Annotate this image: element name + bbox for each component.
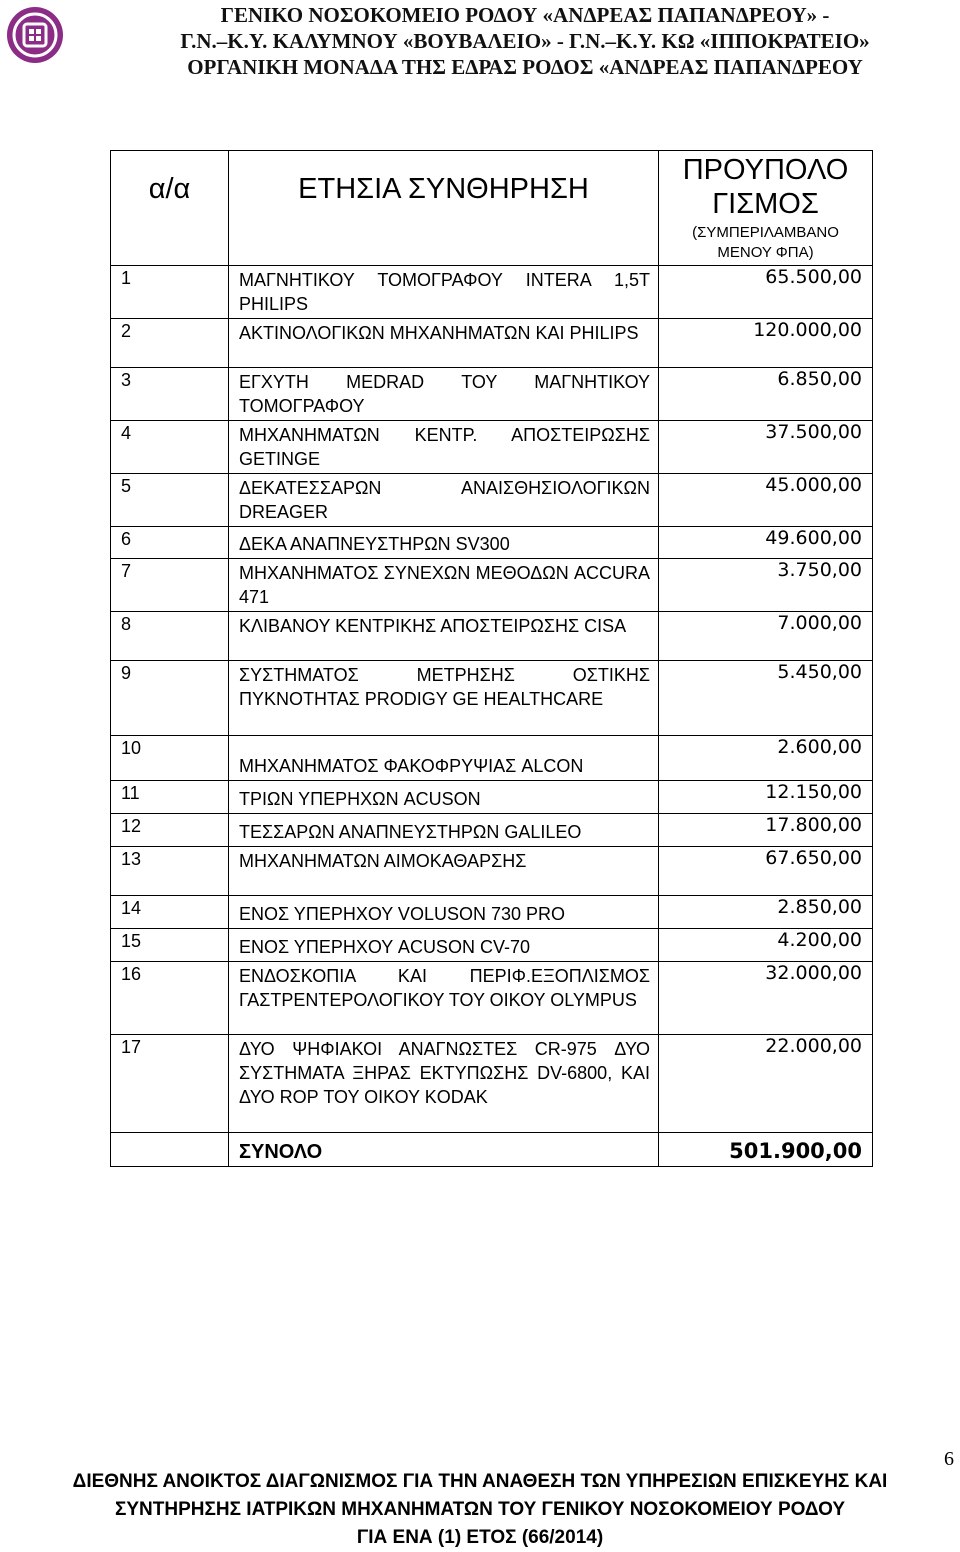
row-number: 15 [111,929,229,962]
row-value: 22.000,00 [659,1035,873,1133]
header-line-2: Γ.Ν.–Κ.Υ. ΚΑΛΥΜΝΟΥ «ΒΟΥΒΑΛΕΙΟ» - Γ.Ν.–Κ.Υ. ΚΩ «ΙΠΠΟΚΡΑΤΕΙΟ» [180,29,870,53]
row-value: 3.750,00 [659,559,873,612]
cost-header-note: (ΣΥΜΠΕΡΙΛΑΜΒΑΝΟ ΜΕΝΟΥ ΦΠΑ) [692,224,839,261]
table-row [111,319,873,368]
column-header-cost [659,151,873,266]
table-row [111,814,873,847]
row-description: ΕΓΧΥΤΗ MEDRAD ΤΟΥ ΜΑΓΝΗΤΙΚΟΥ ΤΟΜΟΓΡΑΦΟΥ [229,368,659,421]
row-value: 65.500,00 [659,266,873,319]
table-row [111,781,873,814]
row-description: ΕΝΟΣ ΥΠΕΡΗΧΟΥ ACUSON CV-70 [229,929,659,962]
row-number: 17 [111,1035,229,1133]
row-number: 9 [111,661,229,736]
row-description: ΤΕΣΣΑΡΩΝ ΑΝΑΠΝΕΥΣΤΗΡΩΝ GALILEO [229,814,659,847]
row-number: 12 [111,814,229,847]
row-number: 13 [111,847,229,896]
table-row [111,421,873,474]
row-number: 6 [111,527,229,559]
row-number: 2 [111,319,229,368]
footer-line-2: ΣΥΝΤΗΡΗΣΗΣ ΙΑΤΡΙΚΩΝ ΜΗΧΑΝΗΜΑΤΩΝ ΤΟΥ ΓΕΝΙΚΟΥ ΝΟΣΟΚΟΜΕΙΟΥ ΡΟΔΟΥ [114,1499,845,1520]
row-number: 4 [111,421,229,474]
table-row [111,736,873,781]
row-description: ΕΝΔΟΣΚΟΠΙΑ ΚΑΙ ΠΕΡΙΦ.ΕΞΟΠΛΙΣΜΟΣ ΓΑΣΤΡΕΝΤΕΡΟΛΟΓΙΚΟΥ ΤΟΥ ΟΙΚΟΥ OLYMPUS [229,962,659,1035]
row-description: ΜΗΧΑΝΗΜΑΤΟΣ ΣΥΝΕΧΩΝ ΜΕΘΟΔΩΝ ACCURA 471 [229,559,659,612]
row-description: ΕΝΟΣ ΥΠΕΡΗΧΟΥ VOLUSON 730 PRO [229,896,659,929]
row-description: ΑΚΤΙΝΟΛΟΓΙΚΩΝ ΜΗΧΑΝΗΜΑΤΩΝ ΚΑΙ PHILIPS [229,319,659,368]
row-description: ΜΗΧΑΝΗΜΑΤΟΣ ΦΑΚΟΦΡΥΨΙΑΣ ALCON [229,736,659,781]
table-row [111,368,873,421]
row-description: ΔΕΚΑΤΕΣΣΑΡΩΝ ΑΝΑΙΣΘΗΣΙΟΛΟΓΙΚΩΝ DREAGER [229,474,659,527]
table-row [111,929,873,962]
table-row [111,266,873,319]
footer-line-3: ΓΙΑ ΕΝΑ (1) ΕΤΟΣ (66/2014) [356,1527,604,1548]
table-row [111,612,873,661]
row-value: 6.850,00 [659,368,873,421]
row-number: 3 [111,368,229,421]
row-description: ΜΗΧΑΝΗΜΑΤΩΝ ΑΙΜΟΚΑΘΑΡΣΗΣ [229,847,659,896]
document-footer [0,1468,960,1552]
row-value: 120.000,00 [659,319,873,368]
hospital-logo-icon [5,5,65,65]
row-number: 10 [111,736,229,781]
row-value: 67.650,00 [659,847,873,896]
row-value: 12.150,00 [659,781,873,814]
row-number: 11 [111,781,229,814]
footer-line-1: ΔΙΕΘΝΗΣ ΑΝΟΙΚΤΟΣ ΔΙΑΓΩΝΙΣΜΟΣ ΓΙΑ ΤΗΝ ΑΝΑΘΕΣΗ ΤΩΝ ΥΠΗΡΕΣΙΩΝ ΕΠΙΣΚΕΥΗΣ ΚΑΙ [72,1471,888,1492]
row-value: 7.000,00 [659,612,873,661]
row-value: 17.800,00 [659,814,873,847]
row-value: 37.500,00 [659,421,873,474]
table-row [111,527,873,559]
table-row [111,962,873,1035]
row-value: 4.200,00 [659,929,873,962]
row-description: ΣΥΣΤΗΜΑΤΟΣ ΜΕΤΡΗΣΗΣ ΟΣΤΙΚΗΣ ΠΥΚΝΟΤΗΤΑΣ PRODIGY GE HEALTHCARE [229,661,659,736]
maintenance-cost-table [110,150,873,1167]
table-row [111,1035,873,1133]
row-value: 5.450,00 [659,661,873,736]
document-header [100,2,950,80]
row-number: 8 [111,612,229,661]
column-header-aa: α/α [111,151,229,266]
table-total-row [111,1133,873,1167]
table-row [111,559,873,612]
row-description: ΤΡΙΩΝ ΥΠΕΡΗΧΩΝ ACUSON [229,781,659,814]
row-value: 32.000,00 [659,962,873,1035]
row-number: 16 [111,962,229,1035]
total-value: 501.900,00 [659,1133,873,1167]
table-row [111,661,873,736]
row-value: 2.850,00 [659,896,873,929]
table-header-row [111,151,873,266]
table-row [111,896,873,929]
row-number: 14 [111,896,229,929]
row-number: 5 [111,474,229,527]
table-row [111,474,873,527]
row-description: ΜΑΓΝΗΤΙΚΟΥ ΤΟΜΟΓΡΑΦΟΥ INTERA 1,5T PHILIPS [229,266,659,319]
total-label: ΣΥΝΟΛΟ [229,1133,659,1167]
row-value: 49.600,00 [659,527,873,559]
cost-header-label: ΠΡΟΥΠΟΛΟ ΓΙΣΜΟΣ [682,154,849,220]
row-value: 45.000,00 [659,474,873,527]
row-value: 2.600,00 [659,736,873,781]
row-description: ΔΕΚΑ ΑΝΑΠΝΕΥΣΤΗΡΩΝ SV300 [229,527,659,559]
header-line-3: ΟΡΓΑΝΙΚΗ ΜΟΝΑΔΑ ΤΗΣ ΕΔΡΑΣ ΡΟΔΟΣ «ΑΝΔΡΕΑΣ ΠΑΠΑΝΔΡΕΟΥ [187,55,863,79]
row-description: ΜΗΧΑΝΗΜΑΤΩΝ ΚΕΝΤΡ. ΑΠΟΣΤΕΙΡΩΣΗΣ GETINGE [229,421,659,474]
total-empty-cell [111,1133,229,1167]
header-line-1: ΓΕΝΙΚΟ ΝΟΣΟΚΟΜΕΙΟ ΡΟΔΟΥ «ΑΝΔΡΕΑΣ ΠΑΠΑΝΔΡΕΟΥ» - [220,3,830,27]
row-description: ΚΛΙΒΑΝΟΥ ΚΕΝΤΡΙΚΗΣ ΑΠΟΣΤΕΙΡΩΣΗΣ CISA [229,612,659,661]
row-description: ΔΥΟ ΨΗΦΙΑΚΟΙ ΑΝΑΓΝΩΣΤΕΣ CR-975 ΔΥΟ ΣΥΣΤΗΜΑΤΑ ΞΗΡΑΣ ΕΚΤΥΠΩΣΗΣ DV-6800, ΚΑΙ ΔΥΟ ROP ΤΟΥ ΟΙΚΟΥ KODAK [229,1035,659,1133]
column-header-title: ΕΤΗΣΙΑ ΣΥΝΘΗΡΗΣΗ [229,151,659,266]
page-number: 6 [944,1448,954,1470]
row-number: 1 [111,266,229,319]
table-row [111,847,873,896]
row-number: 7 [111,559,229,612]
